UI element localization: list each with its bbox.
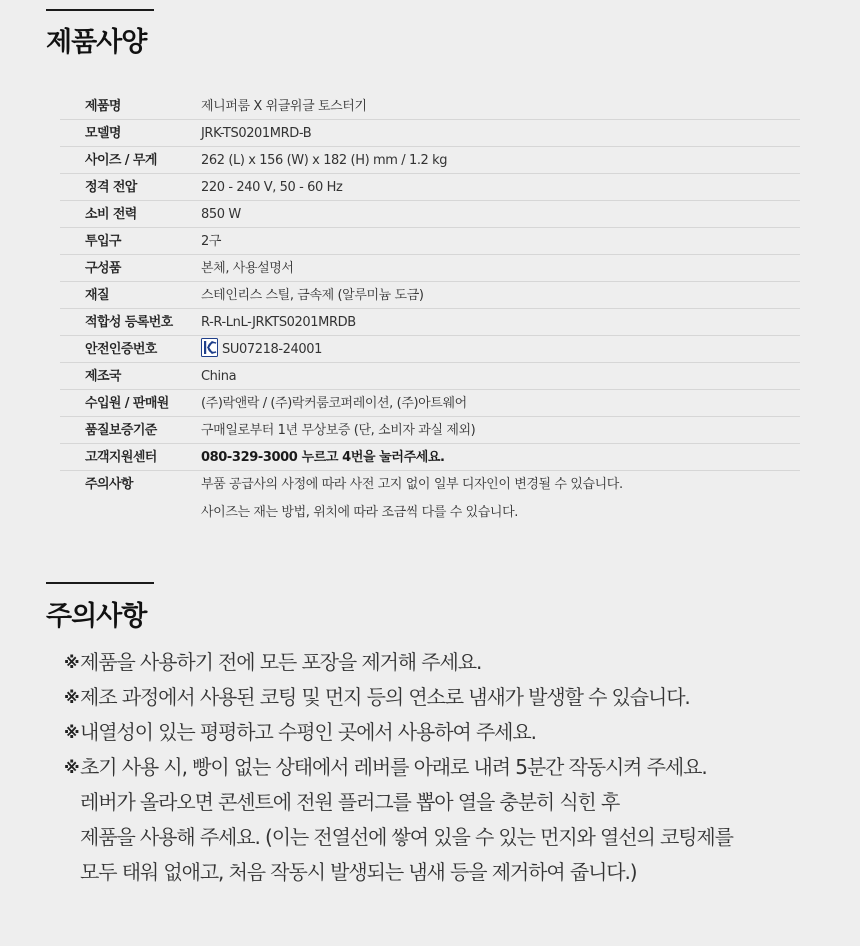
spec-value: 제니퍼룸 X 위글위글 토스터기: [201, 99, 367, 114]
caution-text: 제품을 사용해 주세요. (이는 전열선에 쌓여 있을 수 있는 먼지와 열선의 코팅제를: [80, 825, 733, 849]
spec-value: 스테인리스 스틸, 금속제 (알루미늄 도금): [201, 288, 424, 303]
spec-row-size-weight: [60, 147, 800, 174]
caution-list: [64, 645, 824, 890]
caution-item: [64, 715, 824, 750]
spec-label: 구성품: [85, 261, 121, 276]
spec-value: 구매일로부터 1년 무상보증 (단, 소비자 과실 제외): [201, 423, 476, 438]
spec-value: 2구: [201, 234, 222, 249]
spec-row-components: [60, 255, 800, 282]
caution-item: [64, 645, 824, 680]
spec-row-country-of-manufacture: [60, 363, 800, 390]
spec-label: 주의사항: [85, 477, 133, 492]
spec-label: 적합성 등록번호: [85, 315, 173, 330]
spec-row-customer-support: [60, 444, 800, 471]
customer-support-phone: 080-329-3000 누르고 4번을 눌러주세요.: [201, 450, 445, 465]
spec-row-notes: [60, 471, 800, 527]
spec-row-conformity-number: [60, 309, 800, 336]
caution-text: 제품을 사용하기 전에 모든 포장을 제거해 주세요.: [80, 650, 482, 674]
caution-text: 레버가 올라오면 콘센트에 전원 플러그를 뽑아 열을 충분히 식힌 후: [80, 790, 620, 814]
spec-label: 제품명: [85, 99, 121, 114]
spec-label: 고객지원센터: [85, 450, 157, 465]
spec-row-safety-certification: [60, 336, 800, 363]
spec-note-line: 사이즈는 재는 방법, 위치에 따라 조금씩 다를 수 있습니다.: [201, 505, 518, 520]
spec-label: 재질: [85, 288, 109, 303]
spec-label: 정격 전압: [85, 180, 137, 195]
spec-row-product-name: [60, 93, 800, 120]
spec-table: [60, 93, 800, 527]
caution-section-rule: [46, 582, 154, 584]
reference-mark-icon: ※: [64, 758, 80, 777]
spec-value: (주)락앤락 / (주)락커룸코퍼레이션, (주)아트웨어: [201, 396, 467, 411]
spec-label: 안전인증번호: [85, 342, 157, 357]
caution-item: [64, 750, 824, 890]
spec-note-line: 부품 공급사의 사정에 따라 사전 고지 없이 일부 디자인이 변경될 수 있습니다.: [201, 477, 623, 492]
caution-text: 제조 과정에서 사용된 코팅 및 먼지 등의 연소로 냄새가 발생할 수 있습니다.: [80, 685, 690, 709]
spec-value: [201, 336, 800, 364]
spec-label: 사이즈 / 무게: [85, 153, 157, 168]
spec-row-warranty: [60, 417, 800, 444]
spec-value: 262 (L) x 156 (W) x 182 (H) mm / 1.2 kg: [201, 153, 448, 168]
spec-row-slots: [60, 228, 800, 255]
spec-value: China: [201, 369, 237, 384]
spec-value: R-R-LnL-JRKTS0201MRDB: [201, 315, 356, 330]
spec-section-title: 제품사양: [46, 27, 147, 58]
caution-text: 내열성이 있는 평평하고 수평인 곳에서 사용하여 주세요.: [80, 720, 536, 744]
spec-value: 본체, 사용설명서: [201, 261, 294, 276]
spec-label: 제조국: [85, 369, 121, 384]
reference-mark-icon: ※: [64, 688, 80, 707]
spec-section-rule: [46, 9, 154, 11]
spec-row-model-name: [60, 120, 800, 147]
spec-label: 투입구: [85, 234, 121, 249]
spec-row-importer-seller: [60, 390, 800, 417]
spec-label: 수입원 / 판매원: [85, 396, 169, 411]
spec-label: 소비 전력: [85, 207, 137, 222]
spec-value: 220 - 240 V, 50 - 60 Hz: [201, 180, 343, 195]
spec-label: 모델명: [85, 126, 121, 141]
spec-row-power-consumption: [60, 201, 800, 228]
caution-text: 모두 태워 없애고, 처음 작동시 발생되는 냄새 등을 제거하여 줍니다.): [80, 860, 637, 884]
spec-value: JRK-TS0201MRD-B: [201, 126, 312, 141]
spec-label: 품질보증기준: [85, 423, 157, 438]
caution-item: [64, 680, 824, 715]
spec-value: 850 W: [201, 207, 241, 222]
reference-mark-icon: ※: [64, 723, 80, 742]
reference-mark-icon: ※: [64, 653, 80, 672]
spec-value: [201, 471, 800, 527]
caution-section-title: 주의사항: [46, 601, 147, 632]
spec-row-rated-voltage: [60, 174, 800, 201]
kc-certification-icon: [201, 338, 218, 357]
spec-row-material: [60, 282, 800, 309]
safety-certification-number: SU07218-24001: [222, 342, 322, 357]
caution-text: 초기 사용 시, 빵이 없는 상태에서 레버를 아래로 내려 5분간 작동시켜 주세요.: [80, 755, 707, 779]
